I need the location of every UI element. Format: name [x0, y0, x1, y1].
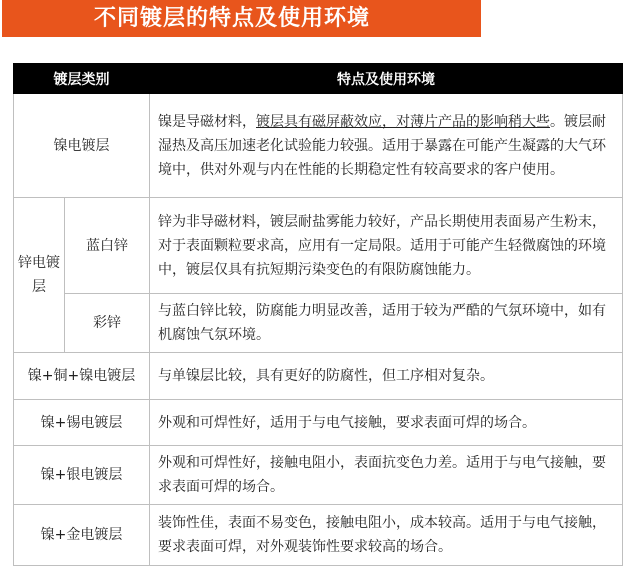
description-cell: 外观和可焊性好，接触电阻小，表面抗变色力差。适用于与电气接触，要求表面可焊的场合。 — [150, 446, 623, 505]
table-row — [14, 294, 623, 353]
coating-type-cell: 镍+铜+镍电镀层 — [14, 353, 150, 400]
description-cell: 与蓝白锌比较，防腐能力明显改善，适用于较为严酷的气氛环境中，如有机腐蚀气氛环境。 — [150, 294, 623, 353]
description-text: 。镀层耐湿热及高压加速老化试验能力较强。适用于暴露在可能产生凝露的大气环境中，供对外观与内在性能的长期稳定性有较高要求的客户使用。 — [158, 113, 606, 178]
coating-type-cell: 彩锌 — [65, 294, 150, 353]
table-row — [14, 198, 623, 294]
coating-group-cell: 锌电镀层 — [14, 198, 65, 353]
coating-type-cell: 镍电镀层 — [14, 94, 150, 198]
table-row — [14, 353, 623, 400]
table-row — [14, 505, 623, 566]
description-cell — [150, 94, 623, 198]
description-cell: 外观和可焊性好，适用于与电气接触，要求表面可焊的场合。 — [150, 400, 623, 446]
table-row — [14, 94, 623, 198]
description-cell: 锌为非导磁材料，镀层耐盐雾能力较好，产品长期使用表面易产生粉末，对于表面颗粒要求高，应用有一定局限。适用于可能产生轻微腐蚀的环境中，镀层仅具有抗短期污染变色的有限防腐蚀能力。 — [150, 198, 623, 294]
header-feature: 特点及使用环境 — [150, 64, 623, 94]
description-cell: 装饰性佳，表面不易变色，接触电阻小，成本较高。适用于与电气接触，要求表面可焊，对外观装饰性要求较高的场合。 — [150, 505, 623, 566]
table-row — [14, 400, 623, 446]
coating-table — [13, 63, 623, 566]
page-title: 不同镀层的特点及使用环境 — [2, 0, 481, 37]
coating-type-cell: 蓝白锌 — [65, 198, 150, 294]
description-cell: 与单镍层比较，具有更好的防腐性，但工序相对复杂。 — [150, 353, 623, 400]
table-header-row — [14, 64, 623, 94]
description-text: 镍是导磁材料， — [158, 113, 256, 130]
coating-type-cell: 镍+金电镀层 — [14, 505, 150, 566]
coating-type-cell: 镍+银电镀层 — [14, 446, 150, 505]
underlined-text: 镀层具有磁屏蔽效应，对薄片产品的影响稍大些 — [256, 113, 550, 130]
header-coating-type: 镀层类别 — [14, 64, 150, 94]
coating-type-cell: 镍+锡电镀层 — [14, 400, 150, 446]
table-row — [14, 446, 623, 505]
